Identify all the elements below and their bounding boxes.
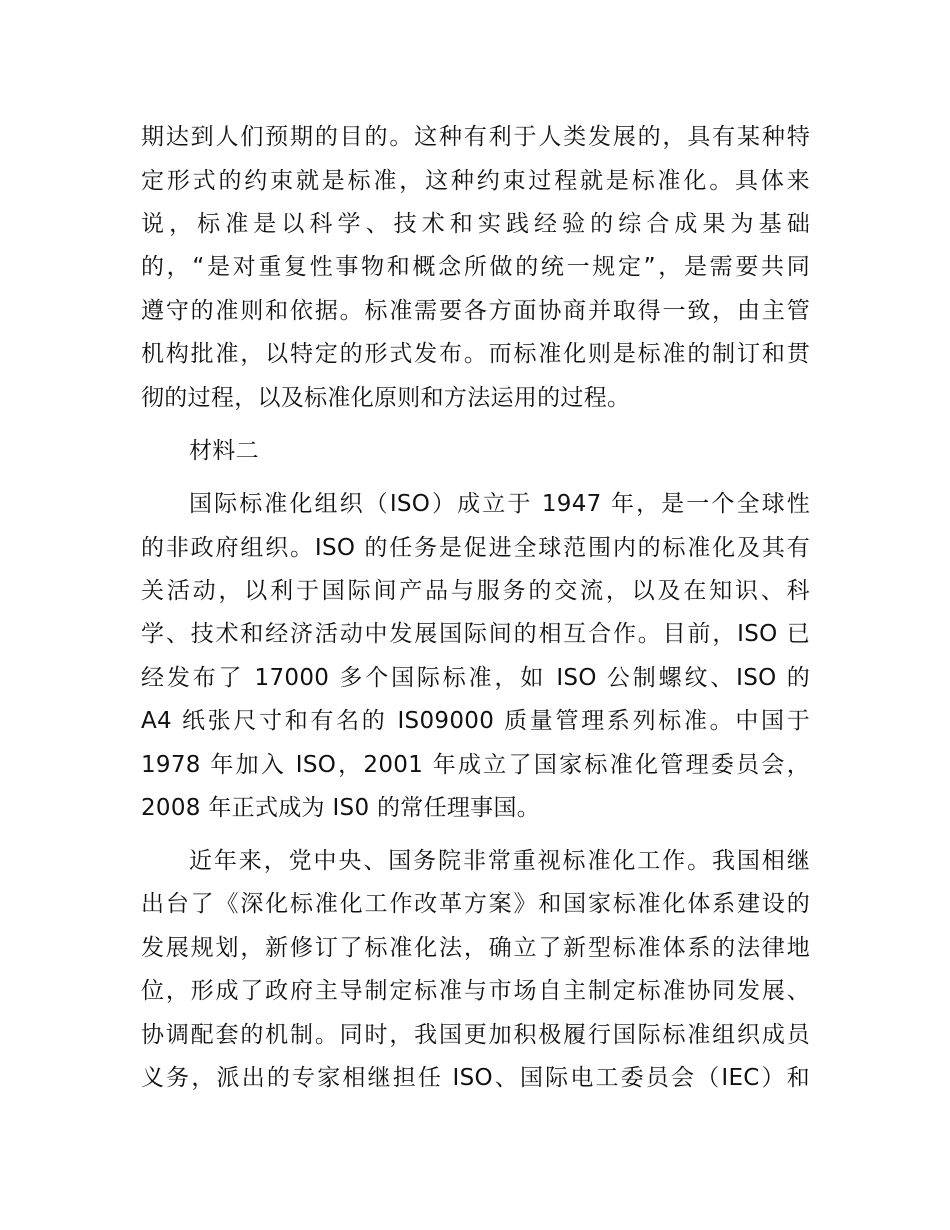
text-line: 定形式的约束就是标准，这种约束过程就是标准化。具体来	[141, 168, 810, 194]
text-line: 协调配套的机制。同时，我国更加积极履行国际标准组织成员	[141, 1022, 810, 1048]
text-line: 期达到人们预期的目的。这种有利于人类发展的，具有某种特	[141, 124, 810, 150]
text-line: 的非政府组织。ISO 的任务是促进全球范围内的标准化及其有	[141, 535, 810, 561]
text-line: 经发布了 17000 多个国际标准，如 ISO 公制螺纹、ISO 的	[141, 665, 810, 691]
text-line: 机构批准，以特定的形式发布。而标准化则是标准的制订和贯	[141, 341, 810, 367]
text-line: 2008 年正式成为 IS0 的常任理事国。	[141, 795, 541, 821]
text-line: 彻的过程，以及标准化原则和方法运用的过程。	[141, 385, 631, 411]
text-line: 1978 年加入 ISO，2001 年成立了国家标准化管理委员会，	[141, 752, 810, 778]
text-line: 国际标准化组织（ISO）成立于 1947 年，是一个全球性	[189, 491, 810, 517]
text-line: 位，形成了政府主导制定标准与市场自主制定标准协同发展、	[141, 978, 810, 1004]
text-line: A4 纸张尺寸和有名的 IS09000 质量管理系列标准。中国于	[141, 708, 810, 734]
text-line: 说，标准是以科学、技术和实践经验的综合成果为基础	[141, 211, 810, 237]
section-heading: 材料二	[189, 438, 259, 464]
text-line: 发展规划，新修订了标准化法，确立了新型标准体系的法律地	[141, 935, 810, 961]
text-line: 义务，派出的专家相继担任 ISO、国际电工委员会（IEC）和	[141, 1065, 810, 1091]
text-line: 出台了《深化标准化工作改革方案》和国家标准化体系建设的	[141, 891, 810, 917]
text-line: 关活动，以利于国际间产品与服务的交流，以及在知识、科	[141, 578, 810, 604]
text-line: 近年来，党中央、国务院非常重视标准化工作。我国相继	[189, 848, 810, 874]
text-line: 遵守的准则和依据。标准需要各方面协商并取得一致，由主管	[141, 298, 810, 324]
text-line: 的，“是对重复性事物和概念所做的统一规定”，是需要共同	[141, 254, 810, 280]
text-line: 学、技术和经济活动中发展国际间的相互合作。目前，ISO 已	[141, 621, 810, 647]
